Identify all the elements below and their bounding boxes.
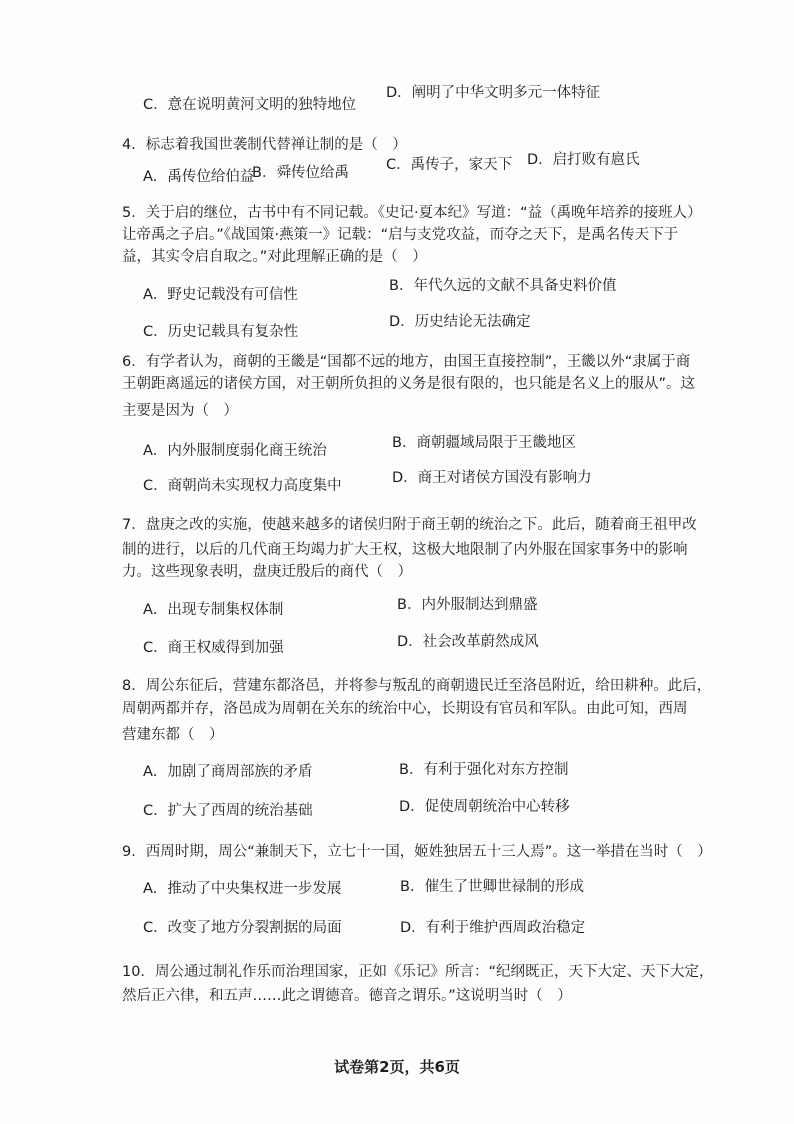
- q6-option-d: D．商王对诸侯方国没有影响力: [392, 470, 592, 486]
- q9-option-c: C．改变了地方分裂割据的局面: [143, 920, 342, 936]
- q7-option-b: B．内外服制达到鼎盛: [397, 597, 538, 613]
- q9-option-d: D．有利于维护西周政治稳定: [400, 920, 586, 936]
- q8-option-d: D．促使周朝统治中心转移: [399, 799, 570, 815]
- q7-option-c: C．商王权威得到加强: [143, 640, 284, 656]
- q8-option-a: A．加剧了商周部族的矛盾: [143, 764, 313, 780]
- q4-option-b: B．舜传位给禹: [252, 165, 349, 181]
- q6-stem-line-3: 主要是因为（ ）: [122, 403, 238, 419]
- q4-stem: 4．标志着我国世袭制代替禅让制的是（ ）: [122, 137, 407, 153]
- q6-option-a: A．内外服制度弱化商王统治: [143, 443, 327, 459]
- q6-stem-line-1: 6．有学者认为，商朝的王畿是“国都不远的地方，由国王直接控制”，王畿以外“隶属于商: [122, 354, 691, 370]
- q7-stem-line-3: 力。这些现象表明，盘庚迁殷后的商代（ ）: [122, 564, 412, 580]
- q9-option-b: B．催生了世卿世禄制的形成: [400, 879, 584, 895]
- q5-option-c: C．历史记载具有复杂性: [143, 324, 299, 340]
- q5-option-d: D．历史结论无法确定: [389, 314, 531, 330]
- q6-option-b: B．商朝疆域局限于王畿地区: [392, 435, 576, 451]
- q8-stem-line-2: 周朝两都并存，洛邑成为周朝在关东的统治中心，长期设有官员和军队。由此可知，西周: [122, 701, 688, 717]
- q5-stem-line-2: 让帝禹之子启。”《战国策·燕策一》记载：“启与支党攻益，而夺之天下，是禹名传天下于: [122, 227, 679, 243]
- q3-option-c: C．意在说明黄河文明的独特地位: [143, 97, 357, 113]
- q5-stem-line-1: 5．关于启的继位，古书中有不同记载。《史记·夏本纪》写道：“益（禹晚年培养的接班人）: [122, 205, 702, 221]
- q5-option-b: B．年代久远的文献不具备史料价值: [389, 278, 617, 294]
- q5-option-a: A．野史记载没有可信性: [143, 287, 298, 303]
- q4-option-d: D．启打败有扈氏: [527, 152, 640, 168]
- q9-stem: 9．西周时期，周公“兼制天下，立七十一国，姬姓独居五十三人焉”。这一举措在当时（ ）: [122, 844, 712, 860]
- q9-option-a: A．推动了中央集权进一步发展: [143, 881, 342, 897]
- q6-stem-line-2: 王朝距离遥远的诸侯方国，对王朝所负担的义务是很有限的，也只能是名义上的服从”。这: [122, 376, 696, 392]
- q7-stem-line-1: 7．盘庚之改的实施，使越来越多的诸侯归附于商王朝的统治之下。此后，随着商王祖甲改: [122, 517, 697, 533]
- q8-option-b: B．有利于强化对东方控制: [399, 762, 569, 778]
- q4-option-c: C．禹传子，家天下: [386, 157, 513, 173]
- q10-stem-line-2: 然后正六律，和五声……此之谓德音。德音之谓乐。”这说明当时（ ）: [122, 988, 572, 1004]
- q7-option-d: D．社会改革蔚然成风: [397, 634, 539, 650]
- q3-option-d: D．阐明了中华文明多元一体特征: [386, 85, 601, 101]
- q8-stem-line-3: 营建东都（ ）: [122, 727, 224, 743]
- q10-stem-line-1: 10．周公通过制礼作乐而治理国家，正如《乐记》所言：“纪纲既正，天下大定、天下大定，: [122, 964, 714, 980]
- q7-stem-line-2: 制的进行，以后的几代商王均竭力扩大王权，这极大地限制了内外服在国家事务中的影响: [122, 542, 688, 558]
- page-footer: 试卷第2页，共6页: [334, 1058, 460, 1076]
- q6-option-c: C．商朝尚未实现权力高度集中: [143, 478, 342, 494]
- q7-option-a: A．出现专制集权体制: [143, 602, 284, 618]
- q4-option-a: A．禹传位给伯益: [143, 169, 255, 185]
- q8-option-c: C．扩大了西周的统治基础: [143, 803, 313, 819]
- q5-stem-line-3: 益，其实令启自取之。”对此理解正确的是（ ）: [122, 249, 427, 265]
- q8-stem-line-1: 8．周公东征后，营建东都洛邑，并将参与叛乱的商朝遗民迁至洛邑附近，给田耕种。此后，: [122, 678, 712, 694]
